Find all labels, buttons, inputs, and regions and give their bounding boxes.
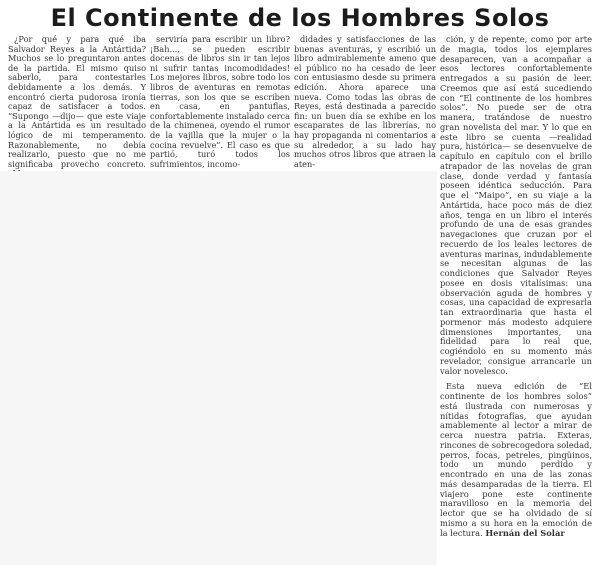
column-3-text: didades y satisfacciones de las buenas aventuras, y escribió un libro admirablemente ameno que el público no ha cesado de leer con entusiasmo desde su primera edición. Ahora aparece una nueva. Como todas las obras de Reyes, está destinada a parecido fin: un buen día se exhibe en los escaparates de las librerías, no hay propaganda ni comentarios a su alrededor, a su lado hay muchos otros libros que atraen la aten- bbox=[294, 34, 436, 169]
article-headline: El Continente de los Hombres Solos bbox=[50, 4, 550, 32]
column-4-paragraph-2-text: Esta nueva edición de “El continente de los hombres solos” está ilustrada con numerosas y nítidas fotografías, que ayudan amablemente al lector a mirar de cerca nuestra patria. Exteras, rincones de sobrecogedora soledad, perros, focas, petreles, pingüinos, todo un mundo perdido y encontrado en una de las zonas más desamparadas de la tierra. El viajero pone este continente maravilloso en la memoria del lector que se ha olvidado de sí mismo a su hora en la emoción de la lectura. bbox=[440, 381, 592, 538]
author-signature: Hernán del Solar bbox=[485, 527, 565, 538]
article-column-1 bbox=[8, 35, 146, 179]
blank-paper-area bbox=[0, 171, 437, 565]
column-4-paragraph-2 bbox=[440, 382, 592, 538]
column-4-paragraph-1: ción, y de repente, como por arte de magia, todos los ejemplares desaparecen, van a acompañar a esos lectores confortablemente entregados a su pasión de leer. Creemos que así está sucediendo con “El continente de los hombres solos”. No puede ser de otra manera, tratándose de nuestro gran novelista del mar. Y lo que en este libro se cuenta —realidad pura, histórica— se desenvuelve de capítulo en capítulo con el brillo atrapador de las novelas de gran clase, donde verdad y fantasía poseen idéntica seducción. Para que el “Maipo”, en su viaje a la Antártida, hace poco más de diez años, tenga en un libro el interés profundo de una de esas grandes navegaciones que cruzan por el recuerdo de los leales lectores de aventuras marinas, indudablemente se necesitan algunas de las condiciones que Salvador Reyes posee en dosis vitalísimas: una observación aguda de hombres y cosas, una capacidad de expresarla tan extraordinaria que hasta el pormenor más modesto adquiere dimensiones importantes, una fidelidad para lo real que, cogiéndolo en su momento más revelador, consigue arrancarle un valor novelesco. bbox=[440, 34, 592, 376]
column-1-text: ¿Por qué y para qué iba Salvador Reyes a la Antártida? Muchos se lo preguntaron antes de la partida. El mismo quiso saberlo, para contestarles debidamente a los demás. Y encontró cierta pudorosa ironía capaz de satisfacer a todos. “Supongo —dijo— que este viaje a la Antártida es un resultado lógico de mi temperamento. Razonablemente, no debía realizarlo, puesto que no me significaba provecho concreto. bbox=[8, 34, 146, 169]
column-2-text: serviría para escribir un libro? ¡Bah..., se pueden escribir docenas de libros sin ir tan lejos ni sufrir tantas incomodidades! Los mejores libros, sobre todo los libros de aventuras en remotas tierras, son los que se escriben en casa, en pantuflas, confortablemente instalado cerca de la chimenea, oyendo el rumor de la vajilla que la mujer o la cocina revuelve”. El caso es que partió, turó todos los sufrimientos, incomo- bbox=[150, 34, 291, 169]
article-column-2 bbox=[150, 35, 290, 169]
article-column-4 bbox=[440, 35, 592, 538]
article-column-3 bbox=[294, 35, 436, 169]
